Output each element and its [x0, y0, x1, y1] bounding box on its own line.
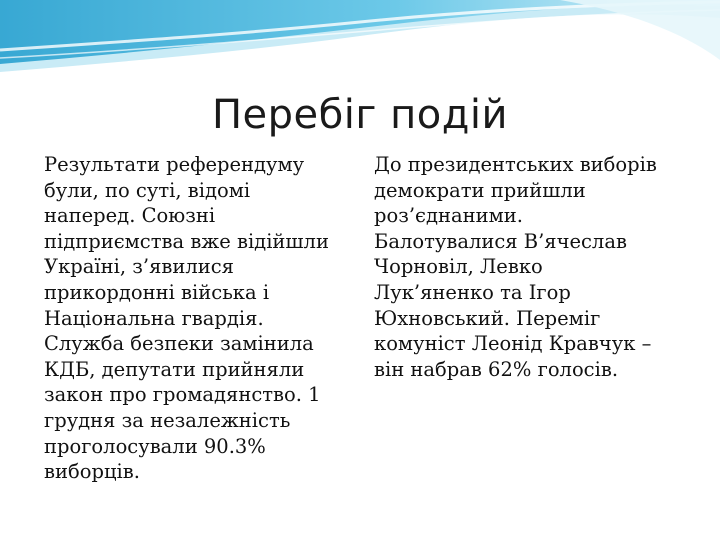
left-text-column — [44, 152, 362, 485]
decorative-wave-header — [0, 0, 720, 90]
right-text-column — [374, 152, 694, 382]
left-paragraph: Результати референдуму були, по суті, відомі наперед. Союзні підприємства вже відійшли Україні, з’явилися прикордонні війська і Національна гвардія. Служба безпеки замінила КДБ, депутати прийняли закон про громадянство. 1 грудня за незалежність проголосували 90.3% виборців. — [44, 153, 329, 484]
right-paragraph: До президентських виборів демократи прийшли роз’єднаними. Балотувалися В’ячеслав Чорновіл, Левко Лук’яненко та Ігор Юхновський. Переміг комуніст Леонід Кравчук – він набрав 62% голосів. — [374, 153, 657, 381]
slide-title: Перебіг подій — [211, 92, 509, 138]
